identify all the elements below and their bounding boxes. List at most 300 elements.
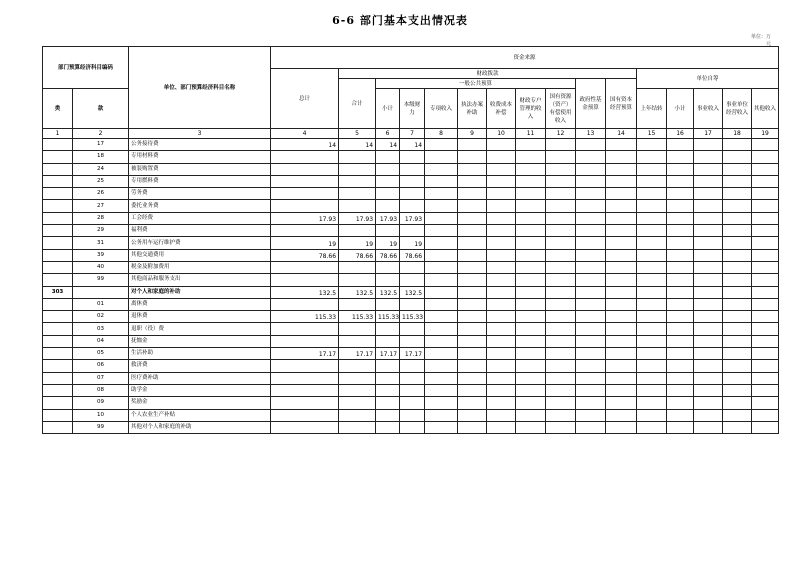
cell-name: 救济费 xyxy=(129,360,271,372)
cell-empty xyxy=(723,409,752,421)
cell-total xyxy=(271,261,339,273)
cell-empty xyxy=(546,348,576,360)
header-special-income: 专项收入 xyxy=(425,89,458,129)
cell-empty xyxy=(546,298,576,310)
cell-empty xyxy=(576,360,606,372)
cell-empty xyxy=(723,200,752,212)
cell-empty xyxy=(637,249,667,261)
cell-kuan: 39 xyxy=(73,249,129,261)
cell-empty xyxy=(752,249,779,261)
cell-local-finance xyxy=(400,397,425,409)
cell-fiscal-total xyxy=(339,261,376,273)
cell-empty xyxy=(637,409,667,421)
cell-empty xyxy=(606,372,637,384)
cell-cat xyxy=(43,421,73,433)
cell-empty xyxy=(425,286,458,298)
cell-local-finance xyxy=(400,384,425,396)
cell-cat xyxy=(43,139,73,151)
unit-label-line2: 元 xyxy=(765,41,771,47)
column-index-cell: 7 xyxy=(400,129,425,139)
cell-empty xyxy=(723,139,752,151)
cell-empty xyxy=(752,286,779,298)
table-row xyxy=(43,409,779,421)
cell-empty xyxy=(458,384,487,396)
cell-empty xyxy=(425,163,458,175)
cell-fiscal-total xyxy=(339,298,376,310)
cell-local-finance xyxy=(400,421,425,433)
cell-empty xyxy=(425,200,458,212)
column-index-cell: 6 xyxy=(376,129,400,139)
cell-empty xyxy=(425,261,458,273)
cell-empty xyxy=(546,409,576,421)
cell-subtotal xyxy=(376,335,400,347)
cell-empty xyxy=(637,225,667,237)
cell-empty xyxy=(752,311,779,323)
table-row xyxy=(43,360,779,372)
expenditure-table xyxy=(42,46,779,434)
cell-kuan: 09 xyxy=(73,397,129,409)
cell-empty xyxy=(723,151,752,163)
cell-kuan: 18 xyxy=(73,151,129,163)
cell-empty xyxy=(425,237,458,249)
cell-cat xyxy=(43,323,73,335)
cell-local-finance xyxy=(400,175,425,187)
cell-empty xyxy=(425,274,458,286)
cell-subtotal: 115.33 xyxy=(376,311,400,323)
table-row xyxy=(43,188,779,200)
cell-empty xyxy=(606,151,637,163)
cell-kuan: 25 xyxy=(73,175,129,187)
cell-kuan: 29 xyxy=(73,225,129,237)
table-row xyxy=(43,274,779,286)
cell-empty xyxy=(516,372,546,384)
cell-subtotal xyxy=(376,421,400,433)
cell-empty xyxy=(487,200,516,212)
cell-empty xyxy=(694,286,723,298)
cell-empty xyxy=(487,212,516,224)
cell-total: 19 xyxy=(271,237,339,249)
column-index-cell: 15 xyxy=(637,129,667,139)
cell-total xyxy=(271,397,339,409)
cell-total xyxy=(271,163,339,175)
cell-empty xyxy=(516,163,546,175)
cell-empty xyxy=(576,286,606,298)
cell-empty xyxy=(606,175,637,187)
cell-cat xyxy=(43,212,73,224)
column-index-cell: 4 xyxy=(271,129,339,139)
cell-empty xyxy=(752,384,779,396)
cell-empty xyxy=(487,397,516,409)
cell-empty xyxy=(694,188,723,200)
cell-empty xyxy=(694,151,723,163)
cell-kuan: 02 xyxy=(73,311,129,323)
cell-empty xyxy=(694,360,723,372)
cell-empty xyxy=(516,409,546,421)
cell-empty xyxy=(667,298,694,310)
cell-empty xyxy=(637,421,667,433)
cell-empty xyxy=(606,237,637,249)
cell-empty xyxy=(546,372,576,384)
cell-empty xyxy=(752,212,779,224)
cell-empty xyxy=(667,323,694,335)
cell-empty xyxy=(576,249,606,261)
cell-empty xyxy=(752,360,779,372)
cell-local-finance xyxy=(400,335,425,347)
cell-total: 115.33 xyxy=(271,311,339,323)
cell-name: 被装购置费 xyxy=(129,163,271,175)
cell-empty xyxy=(546,225,576,237)
cell-empty xyxy=(458,200,487,212)
cell-empty xyxy=(606,384,637,396)
cell-empty xyxy=(637,151,667,163)
cell-empty xyxy=(694,384,723,396)
cell-empty xyxy=(487,348,516,360)
cell-empty xyxy=(516,225,546,237)
cell-subtotal xyxy=(376,175,400,187)
cell-name: 奖励金 xyxy=(129,397,271,409)
table-row xyxy=(43,348,779,360)
cell-kuan: 27 xyxy=(73,200,129,212)
cell-kuan: 31 xyxy=(73,237,129,249)
cell-name: 委托业务费 xyxy=(129,200,271,212)
cell-subtotal xyxy=(376,151,400,163)
header-special-account: 财政专户管理的收入 xyxy=(516,89,546,129)
header-fiscal-total: 合计 xyxy=(339,79,376,129)
table-row xyxy=(43,249,779,261)
cell-empty xyxy=(516,335,546,347)
cell-empty xyxy=(487,163,516,175)
cell-kuan: 40 xyxy=(73,261,129,273)
cell-empty xyxy=(458,397,487,409)
cell-empty xyxy=(752,175,779,187)
cell-empty xyxy=(487,360,516,372)
column-index-row xyxy=(43,129,779,139)
cell-empty xyxy=(723,274,752,286)
cell-empty xyxy=(487,274,516,286)
cell-empty xyxy=(546,286,576,298)
cell-empty xyxy=(458,298,487,310)
cell-total xyxy=(271,151,339,163)
cell-fiscal-total xyxy=(339,384,376,396)
cell-subtotal xyxy=(376,384,400,396)
cell-empty xyxy=(723,188,752,200)
cell-local-finance xyxy=(400,409,425,421)
cell-empty xyxy=(425,409,458,421)
cell-cat xyxy=(43,274,73,286)
cell-name: 抚恤金 xyxy=(129,335,271,347)
cell-empty xyxy=(576,200,606,212)
table-row xyxy=(43,139,779,151)
cell-subtotal: 19 xyxy=(376,237,400,249)
table-row xyxy=(43,372,779,384)
cell-empty xyxy=(694,225,723,237)
cell-empty xyxy=(516,323,546,335)
cell-fiscal-total xyxy=(339,372,376,384)
cell-empty xyxy=(516,261,546,273)
cell-empty xyxy=(694,175,723,187)
cell-empty xyxy=(637,286,667,298)
cell-local-finance: 115.33 xyxy=(400,311,425,323)
cell-name: 医疗费补助 xyxy=(129,372,271,384)
cell-kuan: 26 xyxy=(73,188,129,200)
header-cat: 类 xyxy=(43,89,73,129)
cell-cat xyxy=(43,163,73,175)
table-row xyxy=(43,163,779,175)
cell-empty xyxy=(576,409,606,421)
cell-empty xyxy=(425,397,458,409)
cell-name: 税金及附加费用 xyxy=(129,261,271,273)
cell-empty xyxy=(458,311,487,323)
cell-kuan: 99 xyxy=(73,421,129,433)
cell-empty xyxy=(637,237,667,249)
cell-cat xyxy=(43,348,73,360)
cell-empty xyxy=(637,323,667,335)
cell-empty xyxy=(694,335,723,347)
cell-name: 工会经费 xyxy=(129,212,271,224)
cell-subtotal xyxy=(376,274,400,286)
cell-empty xyxy=(606,163,637,175)
cell-empty xyxy=(487,409,516,421)
cell-empty xyxy=(606,421,637,433)
cell-empty xyxy=(637,188,667,200)
cell-empty xyxy=(487,175,516,187)
cell-empty xyxy=(516,212,546,224)
cell-kuan: 06 xyxy=(73,360,129,372)
table-row xyxy=(43,311,779,323)
cell-empty xyxy=(516,311,546,323)
cell-empty xyxy=(752,163,779,175)
cell-empty xyxy=(425,384,458,396)
cell-empty xyxy=(752,237,779,249)
cell-empty xyxy=(752,409,779,421)
cell-empty xyxy=(637,175,667,187)
cell-empty xyxy=(458,163,487,175)
cell-empty xyxy=(576,188,606,200)
table-row xyxy=(43,175,779,187)
cell-empty xyxy=(516,175,546,187)
cell-empty xyxy=(667,163,694,175)
cell-fiscal-total: 132.5 xyxy=(339,286,376,298)
header-subtotal: 小计 xyxy=(376,89,400,129)
cell-cat xyxy=(43,249,73,261)
cell-empty xyxy=(667,286,694,298)
cell-empty xyxy=(458,188,487,200)
cell-empty xyxy=(637,298,667,310)
cell-empty xyxy=(425,311,458,323)
cell-empty xyxy=(546,311,576,323)
cell-fiscal-total: 17.17 xyxy=(339,348,376,360)
cell-subtotal xyxy=(376,372,400,384)
cell-local-finance xyxy=(400,360,425,372)
cell-empty xyxy=(487,311,516,323)
cell-empty xyxy=(723,286,752,298)
header-fiscal: 财政拨款 xyxy=(339,69,637,79)
cell-subtotal: 17.93 xyxy=(376,212,400,224)
cell-subtotal xyxy=(376,200,400,212)
cell-empty xyxy=(516,384,546,396)
cell-empty xyxy=(546,261,576,273)
header-fee-compensation: 收费成本补偿 xyxy=(487,89,516,129)
cell-total xyxy=(271,384,339,396)
cell-local-finance xyxy=(400,298,425,310)
cell-empty xyxy=(752,335,779,347)
cell-empty xyxy=(576,323,606,335)
cell-empty xyxy=(458,261,487,273)
cell-empty xyxy=(546,175,576,187)
cell-empty xyxy=(576,274,606,286)
cell-subtotal: 17.17 xyxy=(376,348,400,360)
cell-empty xyxy=(576,139,606,151)
cell-empty xyxy=(723,163,752,175)
table-row xyxy=(43,237,779,249)
cell-empty xyxy=(487,261,516,273)
header-total: 总计 xyxy=(271,69,339,129)
cell-empty xyxy=(576,212,606,224)
cell-fiscal-total xyxy=(339,274,376,286)
cell-fiscal-total xyxy=(339,175,376,187)
cell-empty xyxy=(458,286,487,298)
cell-subtotal: 78.66 xyxy=(376,249,400,261)
cell-empty xyxy=(516,200,546,212)
cell-empty xyxy=(637,139,667,151)
cell-kuan: 28 xyxy=(73,212,129,224)
cell-empty xyxy=(425,298,458,310)
cell-kuan xyxy=(73,286,129,298)
cell-empty xyxy=(516,249,546,261)
cell-empty xyxy=(752,397,779,409)
cell-total xyxy=(271,409,339,421)
cell-empty xyxy=(723,421,752,433)
cell-name: 生活补助 xyxy=(129,348,271,360)
cell-cat: 303 xyxy=(43,286,73,298)
cell-local-finance xyxy=(400,274,425,286)
cell-empty xyxy=(637,212,667,224)
table-row xyxy=(43,151,779,163)
cell-empty xyxy=(637,311,667,323)
column-index-cell: 5 xyxy=(339,129,376,139)
column-index-cell: 13 xyxy=(576,129,606,139)
cell-empty xyxy=(516,139,546,151)
cell-fiscal-total xyxy=(339,421,376,433)
cell-empty xyxy=(576,175,606,187)
cell-empty xyxy=(723,372,752,384)
cell-total xyxy=(271,175,339,187)
cell-empty xyxy=(516,421,546,433)
cell-empty xyxy=(516,237,546,249)
header-other-income: 其他收入 xyxy=(752,89,779,129)
cell-empty xyxy=(752,261,779,273)
cell-name: 福利费 xyxy=(129,225,271,237)
cell-total: 17.93 xyxy=(271,212,339,224)
cell-fiscal-total: 78.66 xyxy=(339,249,376,261)
cell-empty xyxy=(667,225,694,237)
column-index-cell: 3 xyxy=(129,129,271,139)
cell-empty xyxy=(723,335,752,347)
cell-empty xyxy=(425,335,458,347)
cell-empty xyxy=(606,188,637,200)
cell-subtotal xyxy=(376,298,400,310)
cell-empty xyxy=(546,200,576,212)
cell-fiscal-total xyxy=(339,323,376,335)
cell-total xyxy=(271,421,339,433)
cell-empty xyxy=(487,249,516,261)
cell-empty xyxy=(667,360,694,372)
cell-empty xyxy=(487,139,516,151)
cell-empty xyxy=(546,397,576,409)
header-business-income: 事业收入 xyxy=(694,89,723,129)
column-index-cell: 18 xyxy=(723,129,752,139)
cell-empty xyxy=(694,200,723,212)
cell-empty xyxy=(425,212,458,224)
cell-empty xyxy=(606,409,637,421)
cell-total: 132.5 xyxy=(271,286,339,298)
cell-empty xyxy=(637,360,667,372)
cell-fiscal-total xyxy=(339,163,376,175)
cell-empty xyxy=(667,139,694,151)
header-gov-fund: 政府性基金预算 xyxy=(576,79,606,129)
column-index-cell: 19 xyxy=(752,129,779,139)
header-kuan: 款 xyxy=(73,89,129,129)
cell-fiscal-total xyxy=(339,151,376,163)
cell-empty xyxy=(606,212,637,224)
cell-subtotal xyxy=(376,409,400,421)
cell-empty xyxy=(637,200,667,212)
cell-empty xyxy=(667,335,694,347)
cell-empty xyxy=(487,298,516,310)
header-code-group: 部门预算经济科目编码 xyxy=(43,47,129,89)
cell-total xyxy=(271,335,339,347)
cell-empty xyxy=(576,311,606,323)
cell-empty xyxy=(487,225,516,237)
cell-kuan: 24 xyxy=(73,163,129,175)
cell-empty xyxy=(723,175,752,187)
cell-empty xyxy=(546,335,576,347)
cell-empty xyxy=(637,384,667,396)
cell-empty xyxy=(516,188,546,200)
cell-empty xyxy=(576,384,606,396)
cell-empty xyxy=(487,188,516,200)
table-row xyxy=(43,225,779,237)
cell-name: 退休费 xyxy=(129,311,271,323)
cell-empty xyxy=(694,274,723,286)
cell-empty xyxy=(425,151,458,163)
column-index-cell: 11 xyxy=(516,129,546,139)
cell-empty xyxy=(458,421,487,433)
cell-empty xyxy=(425,348,458,360)
cell-empty xyxy=(752,372,779,384)
table-row xyxy=(43,261,779,273)
cell-empty xyxy=(487,384,516,396)
cell-empty xyxy=(723,237,752,249)
column-index-cell: 17 xyxy=(694,129,723,139)
cell-empty xyxy=(667,200,694,212)
cell-kuan: 03 xyxy=(73,323,129,335)
cell-empty xyxy=(606,360,637,372)
header-funds-source: 资金来源 xyxy=(271,47,779,69)
cell-cat xyxy=(43,384,73,396)
cell-empty xyxy=(546,360,576,372)
cell-empty xyxy=(458,175,487,187)
cell-local-finance xyxy=(400,188,425,200)
cell-empty xyxy=(516,397,546,409)
cell-empty xyxy=(694,348,723,360)
cell-local-finance xyxy=(400,200,425,212)
cell-empty xyxy=(458,139,487,151)
cell-kuan: 17 xyxy=(73,139,129,151)
cell-kuan: 08 xyxy=(73,384,129,396)
cell-name: 其他商品和服务支出 xyxy=(129,274,271,286)
cell-total xyxy=(271,323,339,335)
